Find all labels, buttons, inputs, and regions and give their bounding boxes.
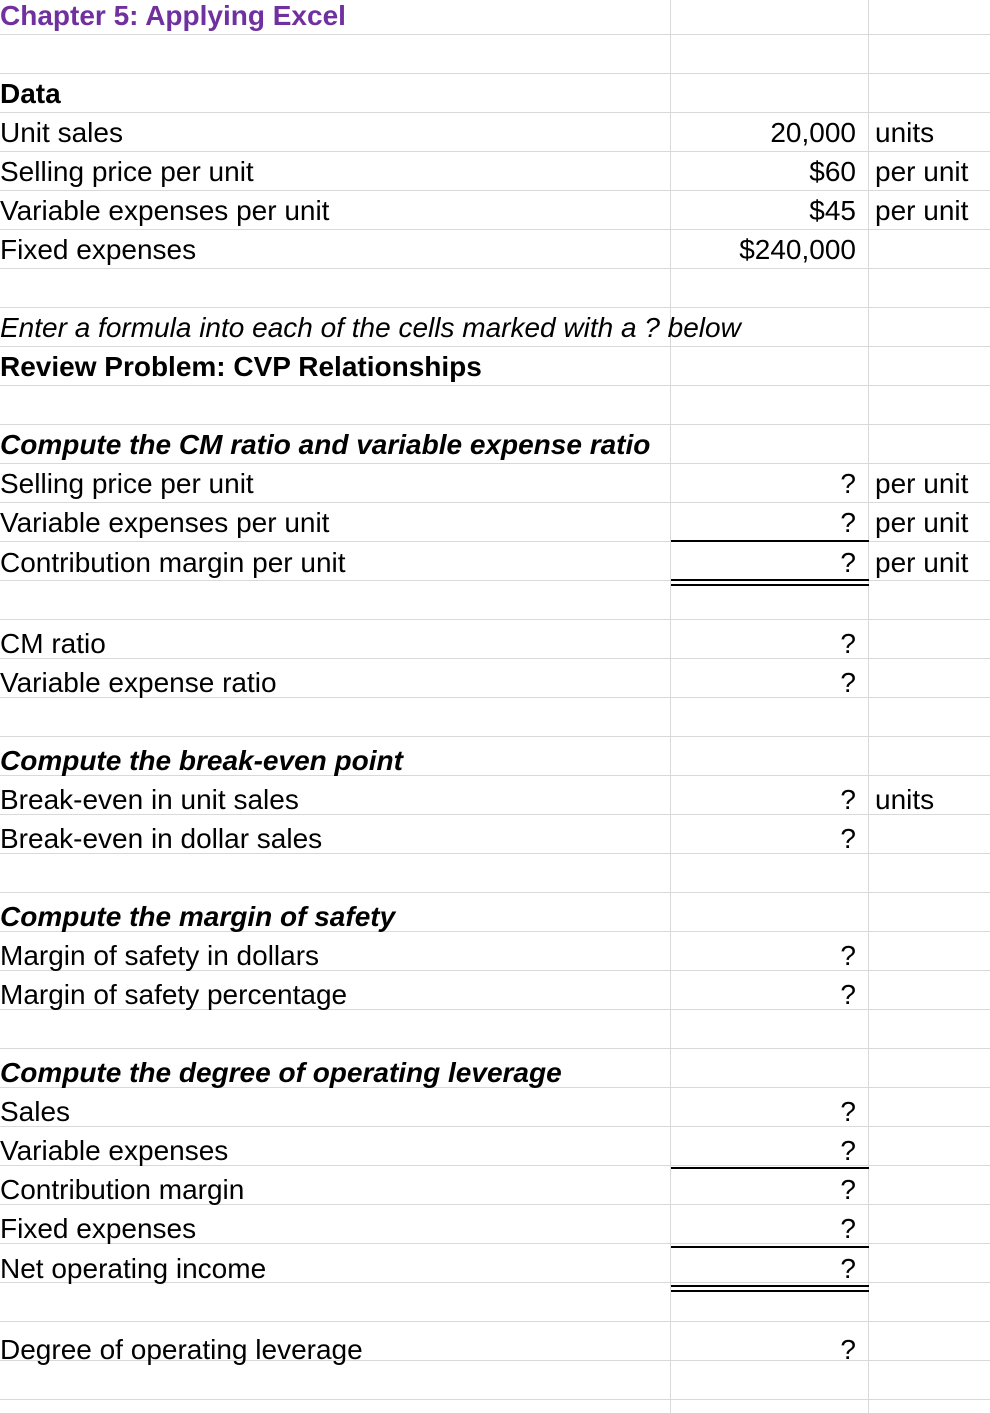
row-unit[interactable]: per unit xyxy=(875,156,969,187)
data-row xyxy=(0,1209,990,1248)
formula-cell[interactable]: ? xyxy=(840,823,856,854)
formula-cell[interactable]: ? xyxy=(840,1135,856,1166)
row-label[interactable]: Variable expense ratio xyxy=(0,667,277,698)
data-row xyxy=(0,113,990,152)
single-underline-border xyxy=(671,1246,869,1248)
row-label[interactable]: Break-even in dollar sales xyxy=(0,823,323,854)
sheet-row xyxy=(0,347,990,386)
data-heading[interactable]: Data xyxy=(0,78,61,109)
row-label[interactable]: Selling price per unit xyxy=(0,156,254,187)
row-unit[interactable]: per unit xyxy=(875,195,969,226)
sheet-title[interactable]: Chapter 5: Applying Excel xyxy=(0,0,346,31)
data-row xyxy=(0,503,990,542)
row-label[interactable]: Fixed expenses xyxy=(0,234,197,265)
formula-cell[interactable]: ? xyxy=(840,1213,856,1244)
data-row xyxy=(0,1330,990,1369)
sheet-row xyxy=(0,897,990,936)
row-value[interactable]: 20,000 xyxy=(770,117,856,148)
review-heading[interactable]: Review Problem: CVP Relationships xyxy=(0,351,482,382)
row-label[interactable]: Variable expenses per unit xyxy=(0,195,330,226)
formula-cell[interactable]: ? xyxy=(840,547,856,578)
cm-section-heading[interactable]: Compute the CM ratio and variable expense ratio xyxy=(0,429,651,460)
sheet-row xyxy=(0,308,990,347)
single-underline-border xyxy=(671,540,869,542)
formula-cell[interactable]: ? xyxy=(840,1174,856,1205)
double-underline-border xyxy=(671,579,869,586)
formula-cell[interactable]: ? xyxy=(840,1096,856,1127)
row-label[interactable]: Net operating income xyxy=(0,1253,267,1284)
sheet-row xyxy=(0,425,990,464)
formula-cell[interactable]: ? xyxy=(840,1253,856,1284)
formula-cell[interactable]: ? xyxy=(840,667,856,698)
data-row xyxy=(0,624,990,663)
row-unit[interactable]: units xyxy=(875,784,935,815)
formula-cell[interactable]: ? xyxy=(840,1334,856,1365)
data-row xyxy=(0,1131,990,1170)
data-row xyxy=(0,936,990,975)
formula-cell[interactable]: ? xyxy=(840,628,856,659)
data-row xyxy=(0,1170,990,1209)
row-divider xyxy=(0,1048,990,1049)
data-row xyxy=(0,543,990,582)
row-divider xyxy=(0,892,990,893)
formula-cell[interactable]: ? xyxy=(840,507,856,538)
row-value[interactable]: $60 xyxy=(809,156,856,187)
data-row xyxy=(0,230,990,269)
row-unit[interactable]: per unit xyxy=(875,468,969,499)
row-unit[interactable]: per unit xyxy=(875,507,969,538)
data-row xyxy=(0,663,990,702)
data-row xyxy=(0,1092,990,1131)
row-label[interactable]: CM ratio xyxy=(0,628,106,659)
row-label[interactable]: Degree of operating leverage xyxy=(0,1334,363,1365)
breakeven-section-heading[interactable]: Compute the break-even point xyxy=(0,745,403,776)
row-label[interactable]: Contribution margin per unit xyxy=(0,547,346,578)
single-underline-border xyxy=(671,1167,869,1169)
data-row xyxy=(0,1249,990,1288)
safety-section-heading[interactable]: Compute the margin of safety xyxy=(0,901,396,932)
formula-cell[interactable]: ? xyxy=(840,784,856,815)
leverage-section-heading[interactable]: Compute the degree of operating leverage xyxy=(0,1057,562,1088)
row-divider xyxy=(0,619,990,620)
data-row xyxy=(0,780,990,819)
row-label[interactable]: Sales xyxy=(0,1096,71,1127)
row-label[interactable]: Break-even in unit sales xyxy=(0,784,299,815)
row-label[interactable]: Variable expenses per unit xyxy=(0,507,330,538)
row-value[interactable]: $45 xyxy=(809,195,856,226)
row-label[interactable]: Unit sales xyxy=(0,117,123,148)
data-row xyxy=(0,191,990,230)
data-row xyxy=(0,464,990,503)
row-label[interactable]: Contribution margin xyxy=(0,1174,245,1205)
row-unit[interactable]: units xyxy=(875,117,935,148)
row-label[interactable]: Margin of safety percentage xyxy=(0,979,348,1010)
formula-cell[interactable]: ? xyxy=(840,979,856,1010)
row-label[interactable]: Selling price per unit xyxy=(0,468,254,499)
row-divider xyxy=(0,1321,990,1322)
row-divider xyxy=(0,1399,990,1400)
sheet-row xyxy=(0,1053,990,1092)
row-label[interactable]: Margin of safety in dollars xyxy=(0,940,320,971)
data-row xyxy=(0,819,990,858)
data-row xyxy=(0,975,990,1014)
row-label[interactable]: Variable expenses xyxy=(0,1135,229,1166)
double-underline-border xyxy=(671,1285,869,1292)
instruction-text[interactable]: Enter a formula into each of the cells marked with a ? below xyxy=(0,312,741,343)
sheet-row xyxy=(0,741,990,780)
formula-cell[interactable]: ? xyxy=(840,940,856,971)
formula-cell[interactable]: ? xyxy=(840,468,856,499)
row-value[interactable]: $240,000 xyxy=(739,234,856,265)
row-label[interactable]: Fixed expenses xyxy=(0,1213,197,1244)
data-row xyxy=(0,152,990,191)
sheet-row xyxy=(0,0,990,35)
row-unit[interactable]: per unit xyxy=(875,547,969,578)
row-divider xyxy=(0,736,990,737)
sheet-row xyxy=(0,74,990,113)
